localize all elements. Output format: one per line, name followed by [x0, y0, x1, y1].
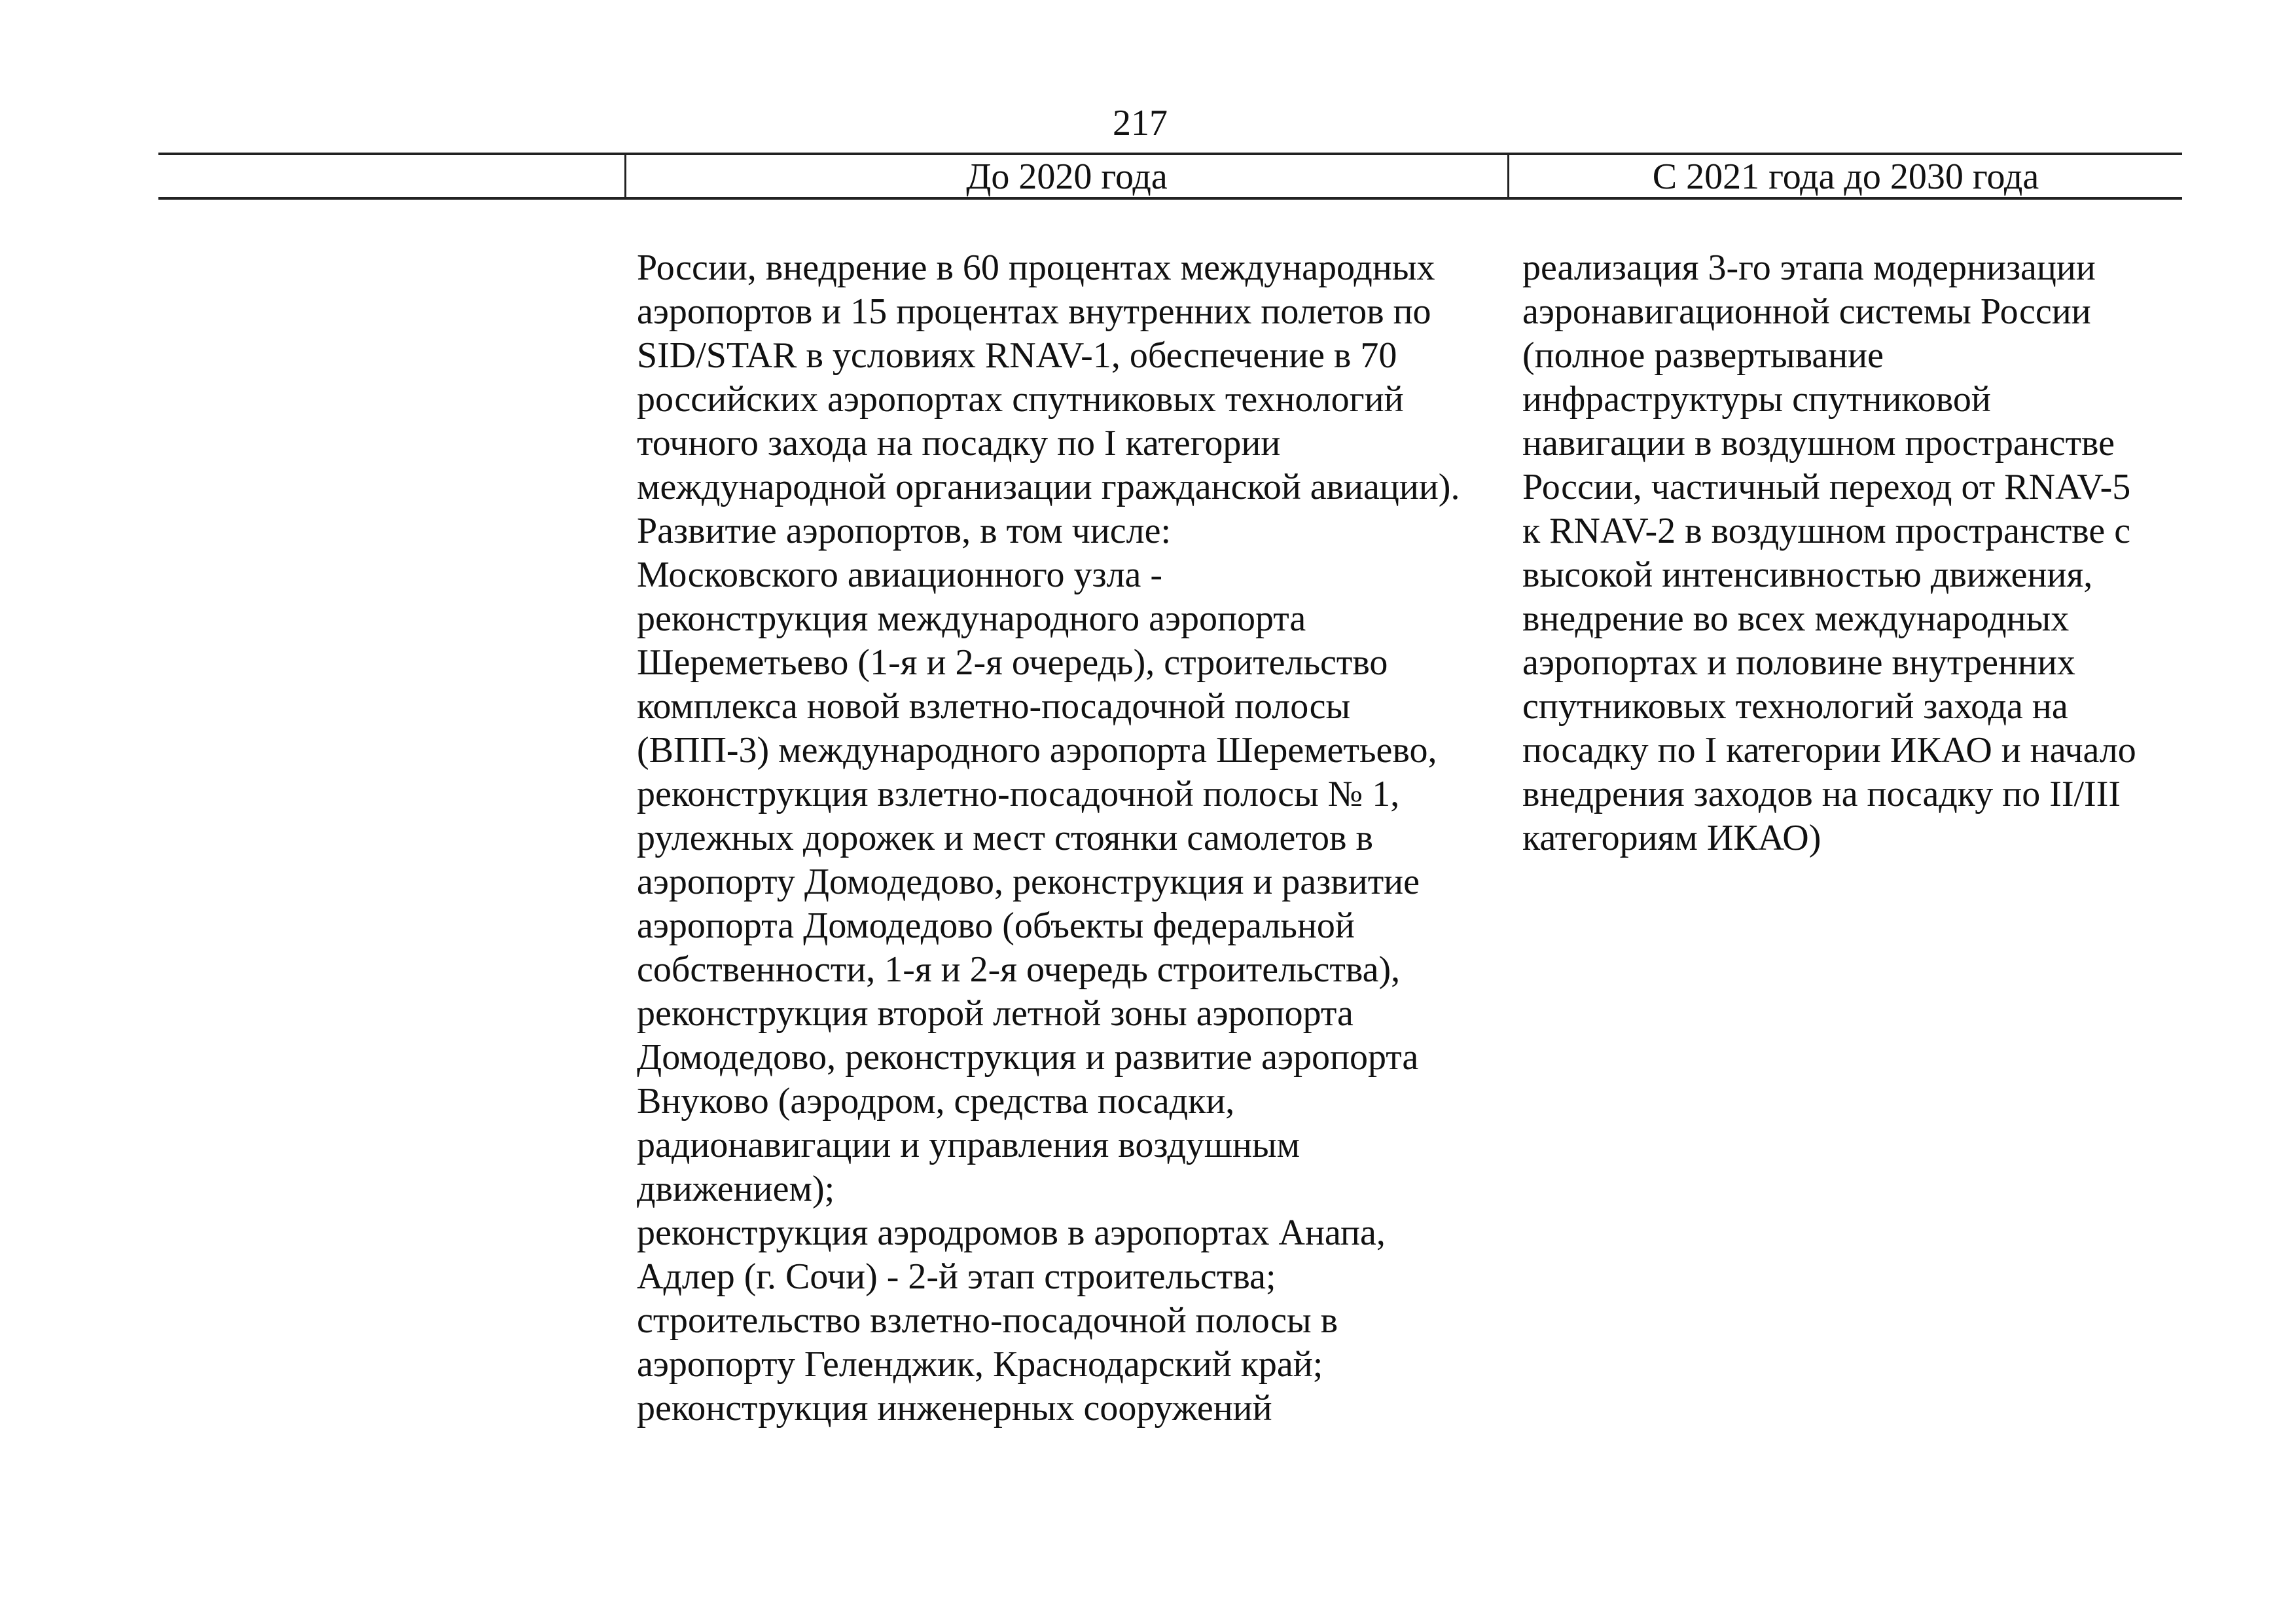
text-line: России, частичный переход от RNAV-5	[1522, 467, 2131, 507]
text-line: реконструкция международного аэропорта	[637, 598, 1306, 639]
text-line: Домодедово, реконструкция и развитие аэропорта	[637, 1037, 1419, 1078]
text-line: реконструкция инженерных сооружений	[637, 1388, 1272, 1429]
text-line: аэропорту Геленджик, Краснодарский край;	[637, 1344, 1323, 1385]
text-line: к RNAV-2 в воздушном пространстве с	[1522, 511, 2131, 551]
text-line: Московского авиационного узла -	[637, 555, 1163, 595]
column-header-until-2020: До 2020 года	[966, 156, 1168, 197]
text-line: (ВПП-3) международного аэропорта Шереметьево,	[637, 730, 1437, 771]
text-line: движением);	[637, 1169, 835, 1209]
table-top-rule	[158, 153, 2182, 155]
text-line: строительство взлетно-посадочной полосы в	[637, 1300, 1338, 1341]
text-line: внедрение во всех международных	[1522, 598, 2070, 639]
column-until-2020-text	[637, 246, 1501, 1431]
text-line: инфраструктуры спутниковой	[1522, 379, 1991, 420]
column-2021-2030-text	[1522, 246, 2177, 860]
column-header-2021-2030: С 2021 года до 2030 года	[1652, 156, 2039, 197]
text-line: точного захода на посадку по I категории	[637, 423, 1281, 464]
text-line: Шереметьево (1-я и 2-я очередь), строительство	[637, 642, 1388, 683]
text-line: Внуково (аэродром, средства посадки,	[637, 1081, 1235, 1122]
text-line: внедрения заходов на посадку по II/III	[1522, 774, 2121, 814]
text-line: SID/STAR в условиях RNAV-1, обеспечение в 70	[637, 335, 1397, 376]
text-line: категориям ИКАО)	[1522, 818, 1821, 858]
text-line: Адлер (г. Сочи) - 2-й этап строительства;	[637, 1256, 1276, 1297]
text-line: (полное развертывание	[1522, 335, 1884, 376]
text-line: комплекса новой взлетно-посадочной полосы	[637, 686, 1351, 727]
text-line: международной организации гражданской авиации).	[637, 467, 1460, 507]
text-line: аэронавигационной системы России	[1522, 291, 2091, 332]
text-line: аэропорту Домодедово, реконструкция и развитие	[637, 862, 1420, 902]
text-line: собственности, 1-я и 2-я очередь строительства),	[637, 949, 1401, 990]
text-line: радионавигации и управления воздушным	[637, 1125, 1300, 1165]
text-line: реализация 3-го этапа модернизации	[1522, 247, 2096, 288]
text-line: рулежных дорожек и мест стоянки самолетов в	[637, 818, 1373, 858]
table-header-bottom-rule	[158, 197, 2182, 200]
text-line: российских аэропортах спутниковых технологий	[637, 379, 1404, 420]
text-line: России, внедрение в 60 процентах международных	[637, 247, 1435, 288]
text-line: Развитие аэропортов, в том числе:	[637, 511, 1172, 551]
text-line: реконструкция второй летной зоны аэропорта	[637, 993, 1354, 1034]
page-number: 217	[1113, 103, 1168, 143]
text-line: посадку по I категории ИКАО и начало	[1522, 730, 2136, 771]
text-line: навигации в воздушном пространстве	[1522, 423, 2115, 464]
text-line: высокой интенсивностью движения,	[1522, 555, 2093, 595]
text-line: аэропортах и половине внутренних	[1522, 642, 2075, 683]
text-line: спутниковых технологий захода на	[1522, 686, 2068, 727]
text-line: аэропорта Домодедово (объекты федеральной	[637, 905, 1355, 946]
text-line: реконструкция аэродромов в аэропортах Анапа,	[637, 1213, 1386, 1253]
text-line: аэропортов и 15 процентах внутренних полетов по	[637, 291, 1431, 332]
text-line: реконструкция взлетно-посадочной полосы № 1,	[637, 774, 1400, 814]
